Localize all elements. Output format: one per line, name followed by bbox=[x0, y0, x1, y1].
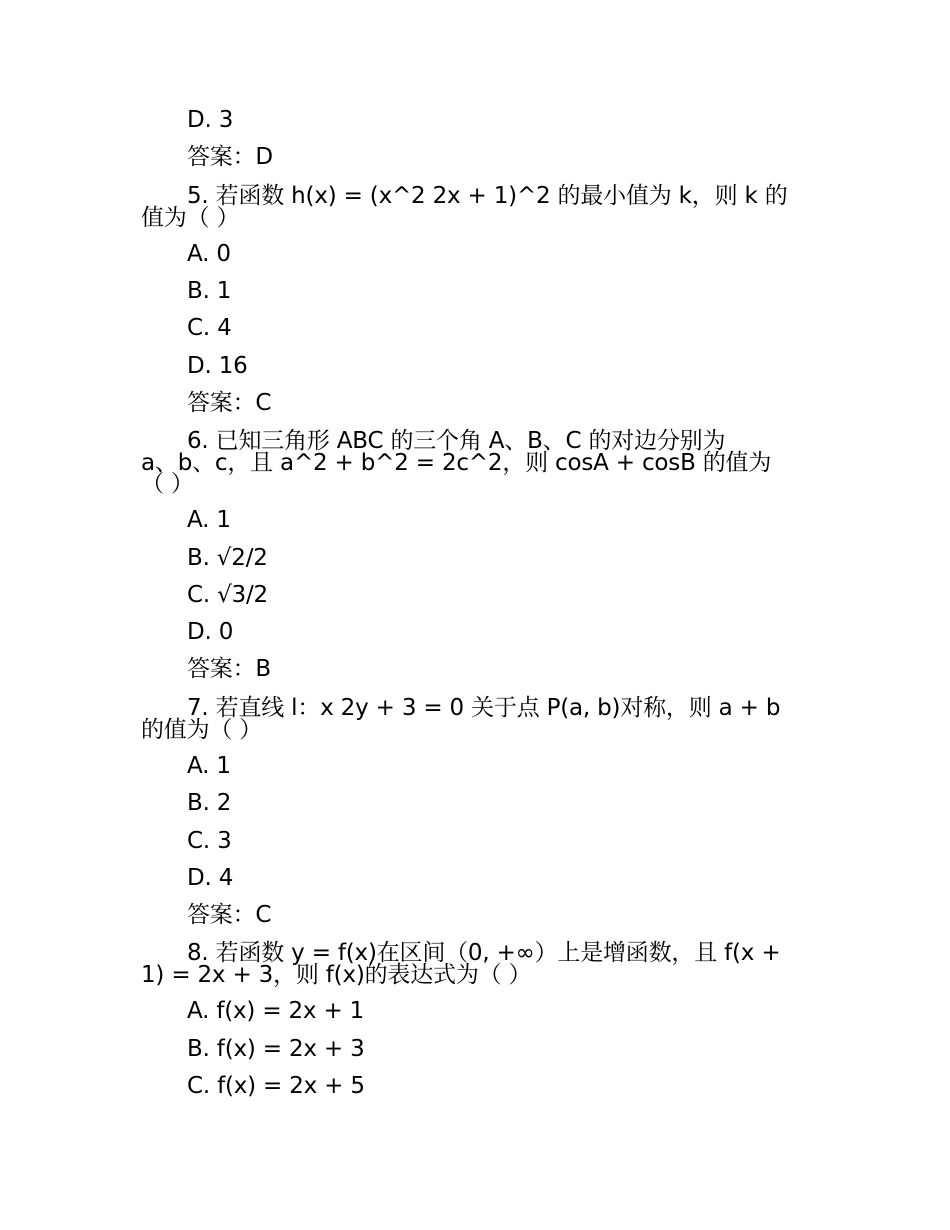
answer-line: 答案：B bbox=[187, 656, 271, 682]
option-a-line: A. 0 bbox=[187, 241, 231, 267]
option-b-line: B. 1 bbox=[187, 278, 232, 304]
option-a-line: A. 1 bbox=[187, 753, 231, 779]
question-6-line-3: （ ） bbox=[141, 471, 194, 497]
question-5-line-2: 值为（ ） bbox=[141, 205, 240, 231]
option-d-line: D. 0 bbox=[187, 619, 234, 645]
option-d-line: D. 3 bbox=[187, 107, 234, 133]
question-7-line-1: 7. 若直线 l：x 2y + 3 = 0 关于点 P(a, b)对称，则 a + b bbox=[187, 695, 781, 721]
option-b-line: B. √2/2 bbox=[187, 545, 268, 571]
option-b-line: B. f(x) = 2x + 3 bbox=[187, 1036, 365, 1062]
option-c-line: C. 3 bbox=[187, 828, 232, 854]
answer-line: 答案：D bbox=[187, 144, 273, 170]
question-6-line-2: a、b、c，且 a^2 + b^2 = 2c^2，则 cosA + cosB 的值为 bbox=[141, 450, 772, 476]
answer-line: 答案：C bbox=[187, 902, 272, 928]
option-c-line: C. √3/2 bbox=[187, 582, 268, 608]
option-d-line: D. 4 bbox=[187, 865, 234, 891]
option-c-line: C. f(x) = 2x + 5 bbox=[187, 1073, 365, 1099]
answer-line: 答案：C bbox=[187, 390, 272, 416]
question-8-line-1: 8. 若函数 y = f(x)在区间（0, +∞）上是增函数，且 f(x + bbox=[187, 940, 781, 966]
option-b-line: B. 2 bbox=[187, 790, 232, 816]
question-6-line-1: 6. 已知三角形 ABC 的三个角 A、B、C 的对边分别为 bbox=[187, 428, 726, 454]
option-d-line: D. 16 bbox=[187, 353, 248, 379]
option-a-line: A. f(x) = 2x + 1 bbox=[187, 998, 365, 1024]
option-a-line: A. 1 bbox=[187, 507, 231, 533]
question-8-line-2: 1) = 2x + 3，则 f(x)的表达式为（ ） bbox=[141, 962, 532, 988]
option-c-line: C. 4 bbox=[187, 315, 232, 341]
question-7-line-2: 的值为（ ） bbox=[141, 717, 263, 743]
question-5-line-1: 5. 若函数 h(x) = (x^2 2x + 1)^2 的最小值为 k，则 k 的 bbox=[187, 183, 788, 209]
